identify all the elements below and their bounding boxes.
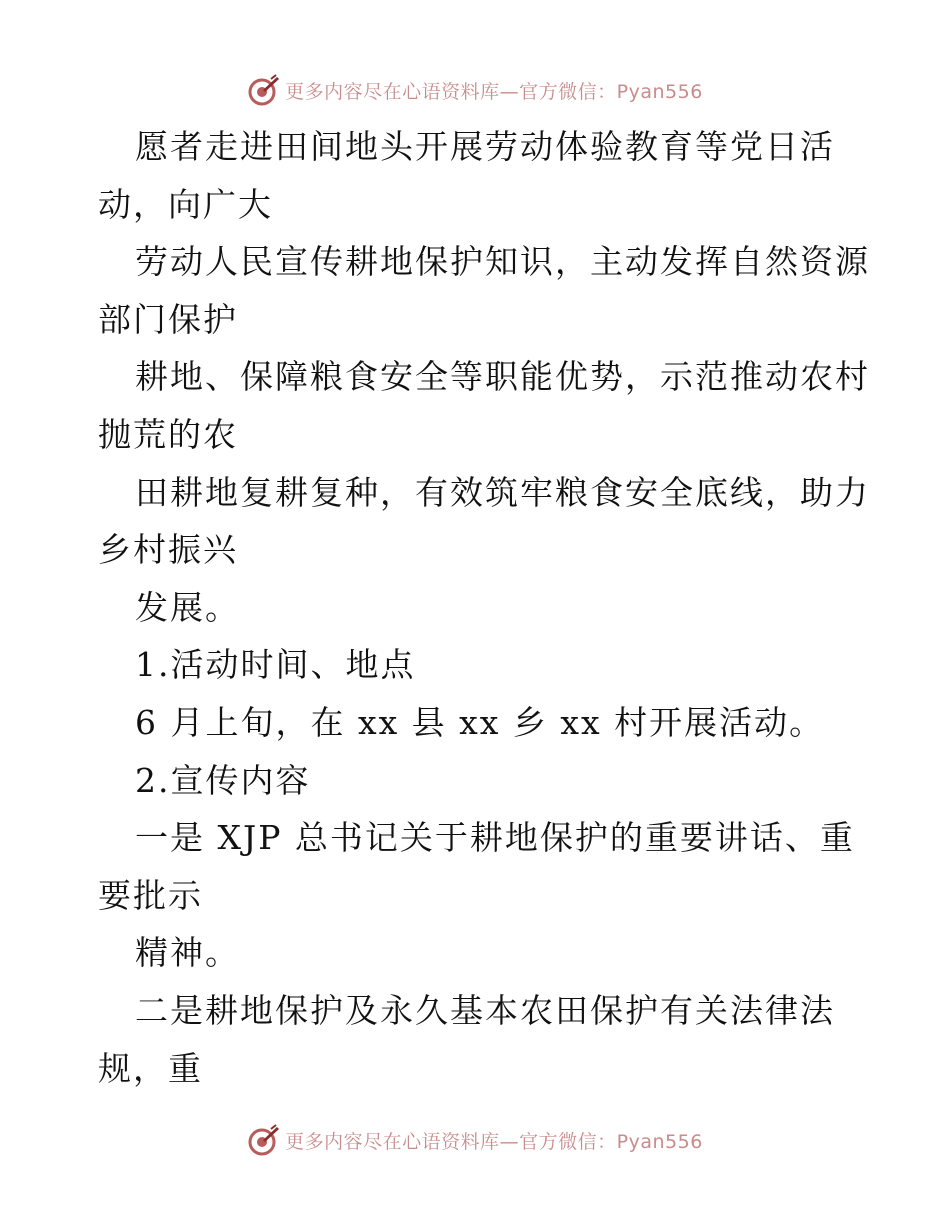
section-heading: 2.宣传内容 [135, 760, 311, 800]
body-line: 抛荒的农 [98, 414, 238, 454]
body-line: 劳动人民宣传耕地保护知识，主动发挥自然资源 [135, 242, 870, 282]
document-body [98, 118, 870, 1097]
body-line: 乡村振兴 [98, 530, 238, 570]
footer-watermark-banner [0, 1120, 950, 1160]
body-line: 耕地、保障粮食安全等职能优势，示范推动农村 [135, 357, 870, 397]
body-line: 动，向广大 [98, 184, 273, 224]
section-heading: 1.活动时间、地点 [135, 645, 416, 685]
body-line: 部门保护 [98, 299, 238, 339]
body-line: 发展。 [135, 587, 240, 627]
header-watermark-text: 更多内容尽在心语资料库—官方微信：Pyan556 [285, 80, 703, 103]
body-line: 要批示 [98, 875, 203, 915]
body-line: 规，重 [98, 1048, 203, 1088]
pen-circle-logo-icon [247, 1123, 281, 1157]
footer-watermark-text: 更多内容尽在心语资料库—官方微信：Pyan556 [285, 1130, 703, 1153]
body-line: 二是耕地保护及永久基本农田保护有关法律法 [135, 990, 835, 1030]
pen-circle-logo-icon [247, 73, 281, 107]
body-line: 精神。 [135, 933, 240, 973]
body-line: 一是 XJP 总书记关于耕地保护的重要讲话、重 [135, 818, 855, 858]
header-watermark-banner [0, 70, 950, 110]
body-line: 6 月上旬，在 xx 县 xx 乡 xx 村开展活动。 [135, 702, 825, 742]
body-line: 愿者走进田间地头开展劳动体验教育等党日活 [135, 127, 835, 166]
body-line: 田耕地复耕复种，有效筑牢粮食安全底线，助力 [135, 472, 870, 512]
